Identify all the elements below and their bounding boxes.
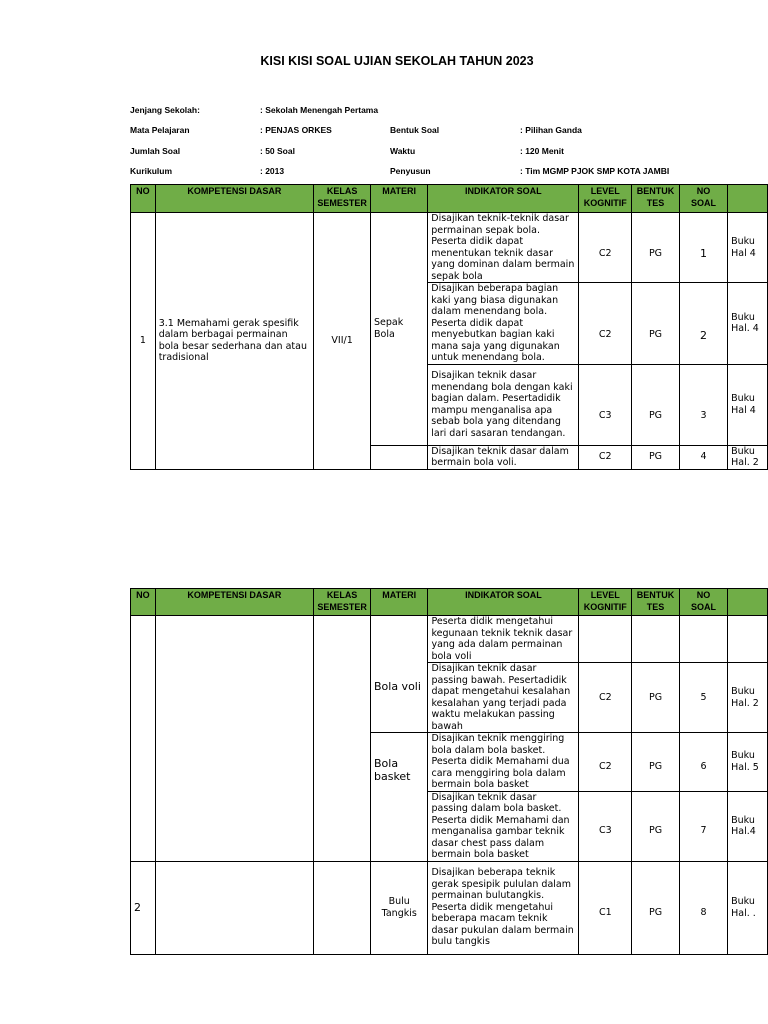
indikator-soal: Disajikan teknik dasar dalam bermain bola voli. [428, 445, 579, 469]
waktu-label: Waktu [390, 146, 416, 156]
bentuk-tes: PG [632, 213, 680, 283]
indikator-soal: Disajikan beberapa bagian kaki yang biasa digunakan dalam menendang bola. Peserta didik dapat menyebutkan bagian kaki mana saja yang digunakan untuk menendang bola. [428, 283, 579, 365]
waktu-value: : 120 Menit [520, 146, 564, 156]
row-number: 1 [131, 213, 156, 470]
bentuk-tes: PG [632, 791, 680, 861]
buku-ref: Buku Hal. 5 [728, 733, 768, 792]
level-kognitif: C3 [579, 364, 632, 445]
materi: Bulu Tangkis [370, 861, 427, 954]
header-no-soal: NO SOAL [679, 185, 727, 213]
kisi-table-1 [130, 184, 768, 470]
materi: Bola voli [370, 616, 427, 733]
header-bentuk-tes: BENTUK TES [632, 589, 680, 616]
no-soal [679, 616, 727, 663]
bentuk-value: : Pilihan Ganda [520, 125, 582, 135]
level-kognitif: C2 [579, 663, 632, 733]
level-kognitif: C1 [579, 861, 632, 954]
jenjang-value: : Sekolah Menengah Pertama [260, 105, 379, 115]
kompetensi-dasar: 3.1 Memahami gerak spesifik dalam berbagai permainan bola besar sederhana dan atau tradisional [155, 213, 314, 470]
bentuk-tes: PG [632, 861, 680, 954]
buku-ref: Buku Hal. . [728, 861, 768, 954]
kurikulum-value: : 2013 [260, 166, 285, 176]
mapel-value: : PENJAS ORKES [260, 125, 332, 135]
header-level-kognitif: LEVEL KOGNITIF [579, 185, 632, 213]
header-buku [728, 589, 768, 616]
level-kognitif: C2 [579, 445, 632, 469]
no-soal: 5 [679, 663, 727, 733]
kelas-semester-empty [314, 861, 371, 954]
table-row [131, 616, 768, 663]
row-number: 2 [131, 861, 156, 954]
indikator-soal: Disajikan teknik dasar passing dalam bola basket. Peserta didik Memahami dan menganalisa gambar teknik dasar chest pass dalam bermain bola basket [428, 791, 579, 861]
no-soal: 6 [679, 733, 727, 792]
bentuk-tes [632, 616, 680, 663]
table-row [131, 861, 768, 954]
kompetensi-dasar-empty [155, 861, 313, 954]
indikator-soal: Disajikan teknik dasar menendang bola dengan kaki bagian dalam. Pesertadidik mampu menganalisa apa sebab bola yang ditendang lari dari sasaran tendangan. [428, 364, 579, 445]
header-kompetensi-dasar: KOMPETENSI DASAR [155, 589, 313, 616]
kisi-table-2 [130, 588, 768, 955]
buku-ref: Buku Hal 4 [728, 364, 768, 445]
buku-ref: Buku Hal 4 [728, 213, 768, 283]
kelas-semester-empty [314, 616, 371, 862]
header-kompetensi-dasar: KOMPETENSI DASAR [155, 185, 314, 213]
kurikulum-label: Kurikulum [130, 166, 173, 176]
no-soal: 3 [679, 364, 727, 445]
jumlah-value: : 50 Soal [260, 146, 295, 156]
buku-ref: Buku Hal. 4 [728, 283, 768, 365]
table-row [131, 213, 768, 283]
header-no: NO [131, 185, 156, 213]
level-kognitif [579, 616, 632, 663]
buku-ref: Buku Hal. 2 [728, 663, 768, 733]
buku-ref: Buku Hal. 2 [728, 445, 768, 469]
materi: Sepak Bola [371, 213, 428, 446]
header-buku [728, 185, 768, 213]
header-no: NO [131, 589, 156, 616]
header-bentuk-tes: BENTUK TES [632, 185, 680, 213]
mapel-label: Mata Pelajaran [130, 125, 190, 135]
indikator-soal: Disajikan teknik dasar passing bawah. Pesertadidik dapat mengetahui kesalahan kesalahan yang terjadi pada waktu melakukan passing bawah [428, 663, 579, 733]
jumlah-label: Jumlah Soal [130, 146, 181, 156]
buku-ref [728, 616, 768, 663]
no-soal: 7 [679, 791, 727, 861]
kompetensi-dasar-empty [155, 616, 313, 862]
row-number-empty [131, 616, 156, 862]
buku-ref: Buku Hal.4 [728, 791, 768, 861]
level-kognitif: C2 [579, 733, 632, 792]
kelas-semester: VII/1 [314, 213, 371, 470]
level-kognitif: C3 [579, 791, 632, 861]
header-kelas-semester: KELAS SEMESTER [314, 589, 371, 616]
header-materi: MATERI [371, 185, 428, 213]
header-indikator-soal: INDIKATOR SOAL [428, 589, 579, 616]
no-soal: 1 [679, 213, 727, 283]
bentuk-tes: PG [632, 364, 680, 445]
materi-empty [371, 445, 428, 469]
header-level-kognitif: LEVEL KOGNITIF [579, 589, 632, 616]
document-title: KISI KISI SOAL UJIAN SEKOLAH TAHUN 2023 [260, 54, 534, 68]
header-no-soal: NO SOAL [679, 589, 727, 616]
bentuk-tes: PG [632, 663, 680, 733]
indikator-soal: Disajikan teknik-teknik dasar permainan sepak bola. Peserta didik dapat menentukan teknik dasar yang dominan dalam bermain sepak bola [428, 213, 579, 283]
level-kognitif: C2 [579, 213, 632, 283]
penyusun-value: : Tim MGMP PJOK SMP KOTA JAMBI [520, 166, 670, 176]
indikator-soal: Peserta didik mengetahui kegunaan teknik teknik dasar yang ada dalam permainan bola voli [428, 616, 579, 663]
no-soal: 4 [679, 445, 727, 469]
jenjang-label: Jenjang Sekolah: [130, 105, 200, 115]
indikator-soal: Disajikan teknik menggiring bola dalam bola basket. Peserta didik Memahami dua cara menggiring bola dalam bermain bola basket [428, 733, 579, 792]
bentuk-label: Bentuk Soal [390, 125, 440, 135]
penyusun-label: Penyusun [390, 166, 431, 176]
bentuk-tes: PG [632, 445, 680, 469]
materi: Bola basket [370, 733, 427, 862]
table-header-row [131, 589, 768, 616]
no-soal: 2 [679, 283, 727, 365]
level-kognitif: C2 [579, 283, 632, 365]
no-soal: 8 [679, 861, 727, 954]
table-header-row [131, 185, 768, 213]
bentuk-tes: PG [632, 283, 680, 365]
header-indikator-soal: INDIKATOR SOAL [428, 185, 579, 213]
indikator-soal: Disajikan beberapa teknik gerak spesipik pululan dalam permainan bulutangkis. Peserta didik mengetahui beberapa macam teknik dasar pukulan dalam bermain bulu tangkis [428, 861, 579, 954]
bentuk-tes: PG [632, 733, 680, 792]
header-kelas-semester: KELAS SEMESTER [314, 185, 371, 213]
header-materi: MATERI [370, 589, 427, 616]
